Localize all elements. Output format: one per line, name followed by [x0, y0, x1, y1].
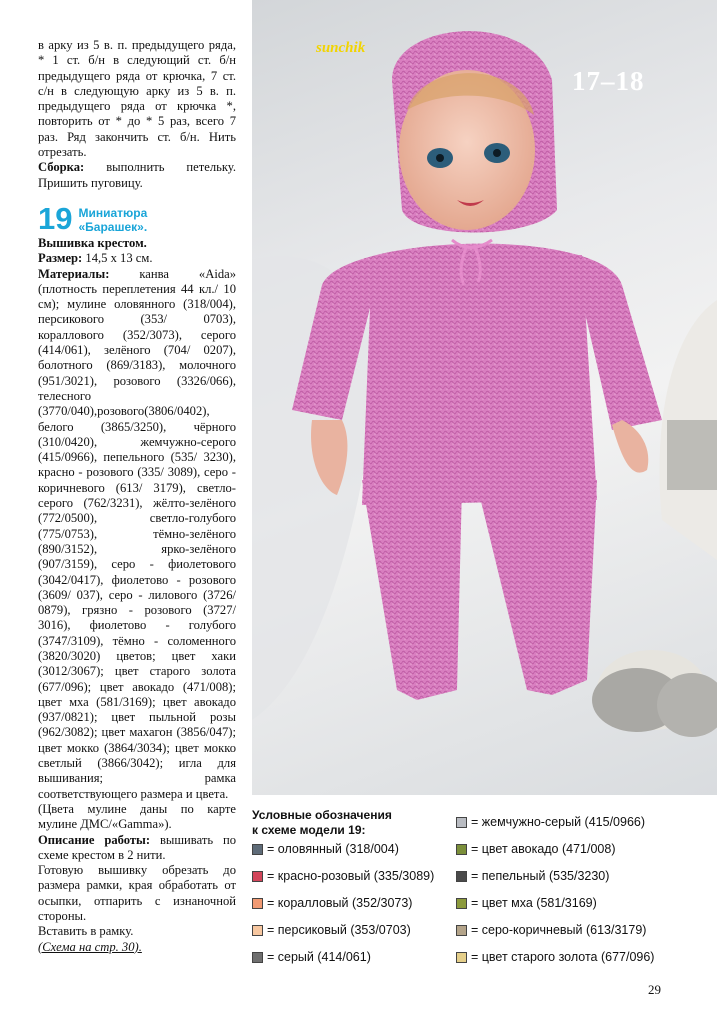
legend-right-column [456, 815, 706, 975]
sun-icon [252, 925, 263, 936]
legend-item [456, 815, 645, 829]
description-text: вышивать по схеме крестом в 2 нити. [38, 832, 236, 862]
legend-item-label: = серый (414/061) [267, 950, 371, 964]
legend-item [456, 869, 609, 883]
section-title-line-2: «Барашек». [78, 219, 148, 234]
legend-item [456, 923, 646, 937]
legend-title-line-1: Условные обозначения [252, 808, 392, 822]
legend-item-label: = цвет старого золота (677/096) [471, 950, 655, 964]
legend-item-label: = серо-коричневый (613/3179) [471, 923, 647, 937]
legend-item [252, 896, 412, 910]
leaf-icon [456, 844, 467, 855]
section-title [78, 205, 147, 234]
heart-icon [456, 952, 467, 963]
materials-label: Материалы: [38, 266, 110, 281]
pattern-continuation-text: в арку из 5 в. п. предыдущего ряда, * 1 ст. б/н в следующий ст. б/н предыдущего ряда от крючка, 7 ст. с/н в следующую арку из 5 в. п. предыдущего ряда от крючка *, повторить от * до * 5 раз, всего 7 раз. Ряд закончить ст. б/н. Нить отрезать. [38, 38, 236, 160]
doll-photo [252, 0, 717, 795]
legend-item-label: = цвет авокадо (471/008) [471, 842, 616, 856]
frame-paragraph: Вставить в рамку. [38, 924, 134, 939]
legend-item-label: = коралловый (352/3073) [267, 896, 413, 910]
section-number: 19 [38, 200, 73, 236]
technique-heading: Вышивка крестом. [38, 235, 147, 250]
diamond-icon [252, 952, 263, 963]
cross-icon [456, 898, 467, 909]
arrow-up-icon [252, 871, 263, 882]
materials-text: канва «Aida» (плотность переплетения 44 кл./ 10 см); мулине оловянного (318/004), персикового (353/ 0703), кораллового (352/3073), серого (414/061), зелёного (704/ 0207), болотного (869/3183), молочного (951/3021), розового (3326/066), телесного (3770/040),розового(3806/0402), белого (3865/3250), чёрного (310/0420), жемчужно-серого (415/0966), пепельного (535/ 3230), красно - розового (335/ 3089), серо - коричневого (613/ 3179), светло-серого (762/3231), жёлто-зелёного (772/0500), светло-голубого (775/0753), тёмно-зелёного (890/3152), ярко-зелёного (907/3159), серо - фиолетового (3042/0417), фиолетово - розового (3609/ 037), серо - лилового (3726/ 0879), грязно - розового (3727/ 3016), фиолетово - голубого (3747/3109), тёмно - соломенного (3820/3020) цветов; цвет хаки (3012/3067); цвет старого золота (677/096); цвет авокадо (471/008); цвет мха (581/3169); цвет авокадо (937/0821); цвет пыльной розы (962/3082); цвет махагон (3856/047); цвет мокко (3864/3034); цвет мокко светлый (3866/3042); игла для вышивания; рамка соответствующего размера и цвета. [38, 266, 236, 801]
legend-item-label: = красно-розовый (335/3089) [267, 869, 435, 883]
description-label: Описание работы: [38, 832, 151, 847]
legend-item-label: = цвет мха (581/3169) [471, 896, 597, 910]
materials-paragraph [38, 267, 236, 802]
legend-item [252, 923, 411, 937]
assembly-text: выполнить петельку. Пришить пуговицу. [38, 160, 236, 190]
photo-credit: sunchik [316, 40, 366, 56]
legend-item [456, 950, 654, 964]
gear-icon [456, 925, 467, 936]
scheme-reference: (Схема на стр. 30). [38, 939, 142, 954]
assembly-paragraph [38, 160, 236, 191]
triangle-down-icon [252, 844, 263, 855]
flower-icon [456, 871, 467, 882]
legend-item-label: = оловянный (318/004) [267, 842, 399, 856]
legend-item [252, 950, 371, 964]
legend-item [456, 896, 597, 910]
legend-item-label: = жемчужно-серый (415/0966) [471, 815, 646, 829]
model-number: 17–18 [572, 66, 645, 96]
legend-title-line-2: к схеме модели 19: [252, 823, 366, 837]
page-number: 29 [648, 982, 661, 997]
legend-item [456, 842, 616, 856]
section-title-line-1: Миниатюра [78, 205, 148, 220]
wave-icon [252, 898, 263, 909]
size-label: Размер: [38, 251, 83, 266]
legend-left-column [252, 842, 452, 972]
legend-item [252, 842, 399, 856]
color-card-note: (Цвета мулине даны по карте мулине ДМС/«Gamma»). [38, 801, 236, 832]
finish-paragraph: Готовую вышивку обрезать до размера рамки, края обработать от осыпки, отпарить с изнаночной стороны. [38, 863, 236, 924]
size-paragraph [38, 251, 236, 266]
triangle-corner-icon [456, 817, 467, 828]
legend-title [252, 808, 392, 838]
assembly-label: Сборка: [38, 160, 85, 175]
section-header-19 [38, 200, 236, 236]
size-text: 14,5 х 13 см. [82, 251, 153, 266]
description-paragraph [38, 833, 236, 864]
legend-item-label: = пепельный (535/3230) [471, 869, 610, 883]
legend-item-label: = персиковый (353/0703) [267, 923, 411, 937]
legend-item [252, 869, 434, 883]
doll-photo-illustration [252, 0, 717, 795]
article-text-column [38, 38, 236, 955]
